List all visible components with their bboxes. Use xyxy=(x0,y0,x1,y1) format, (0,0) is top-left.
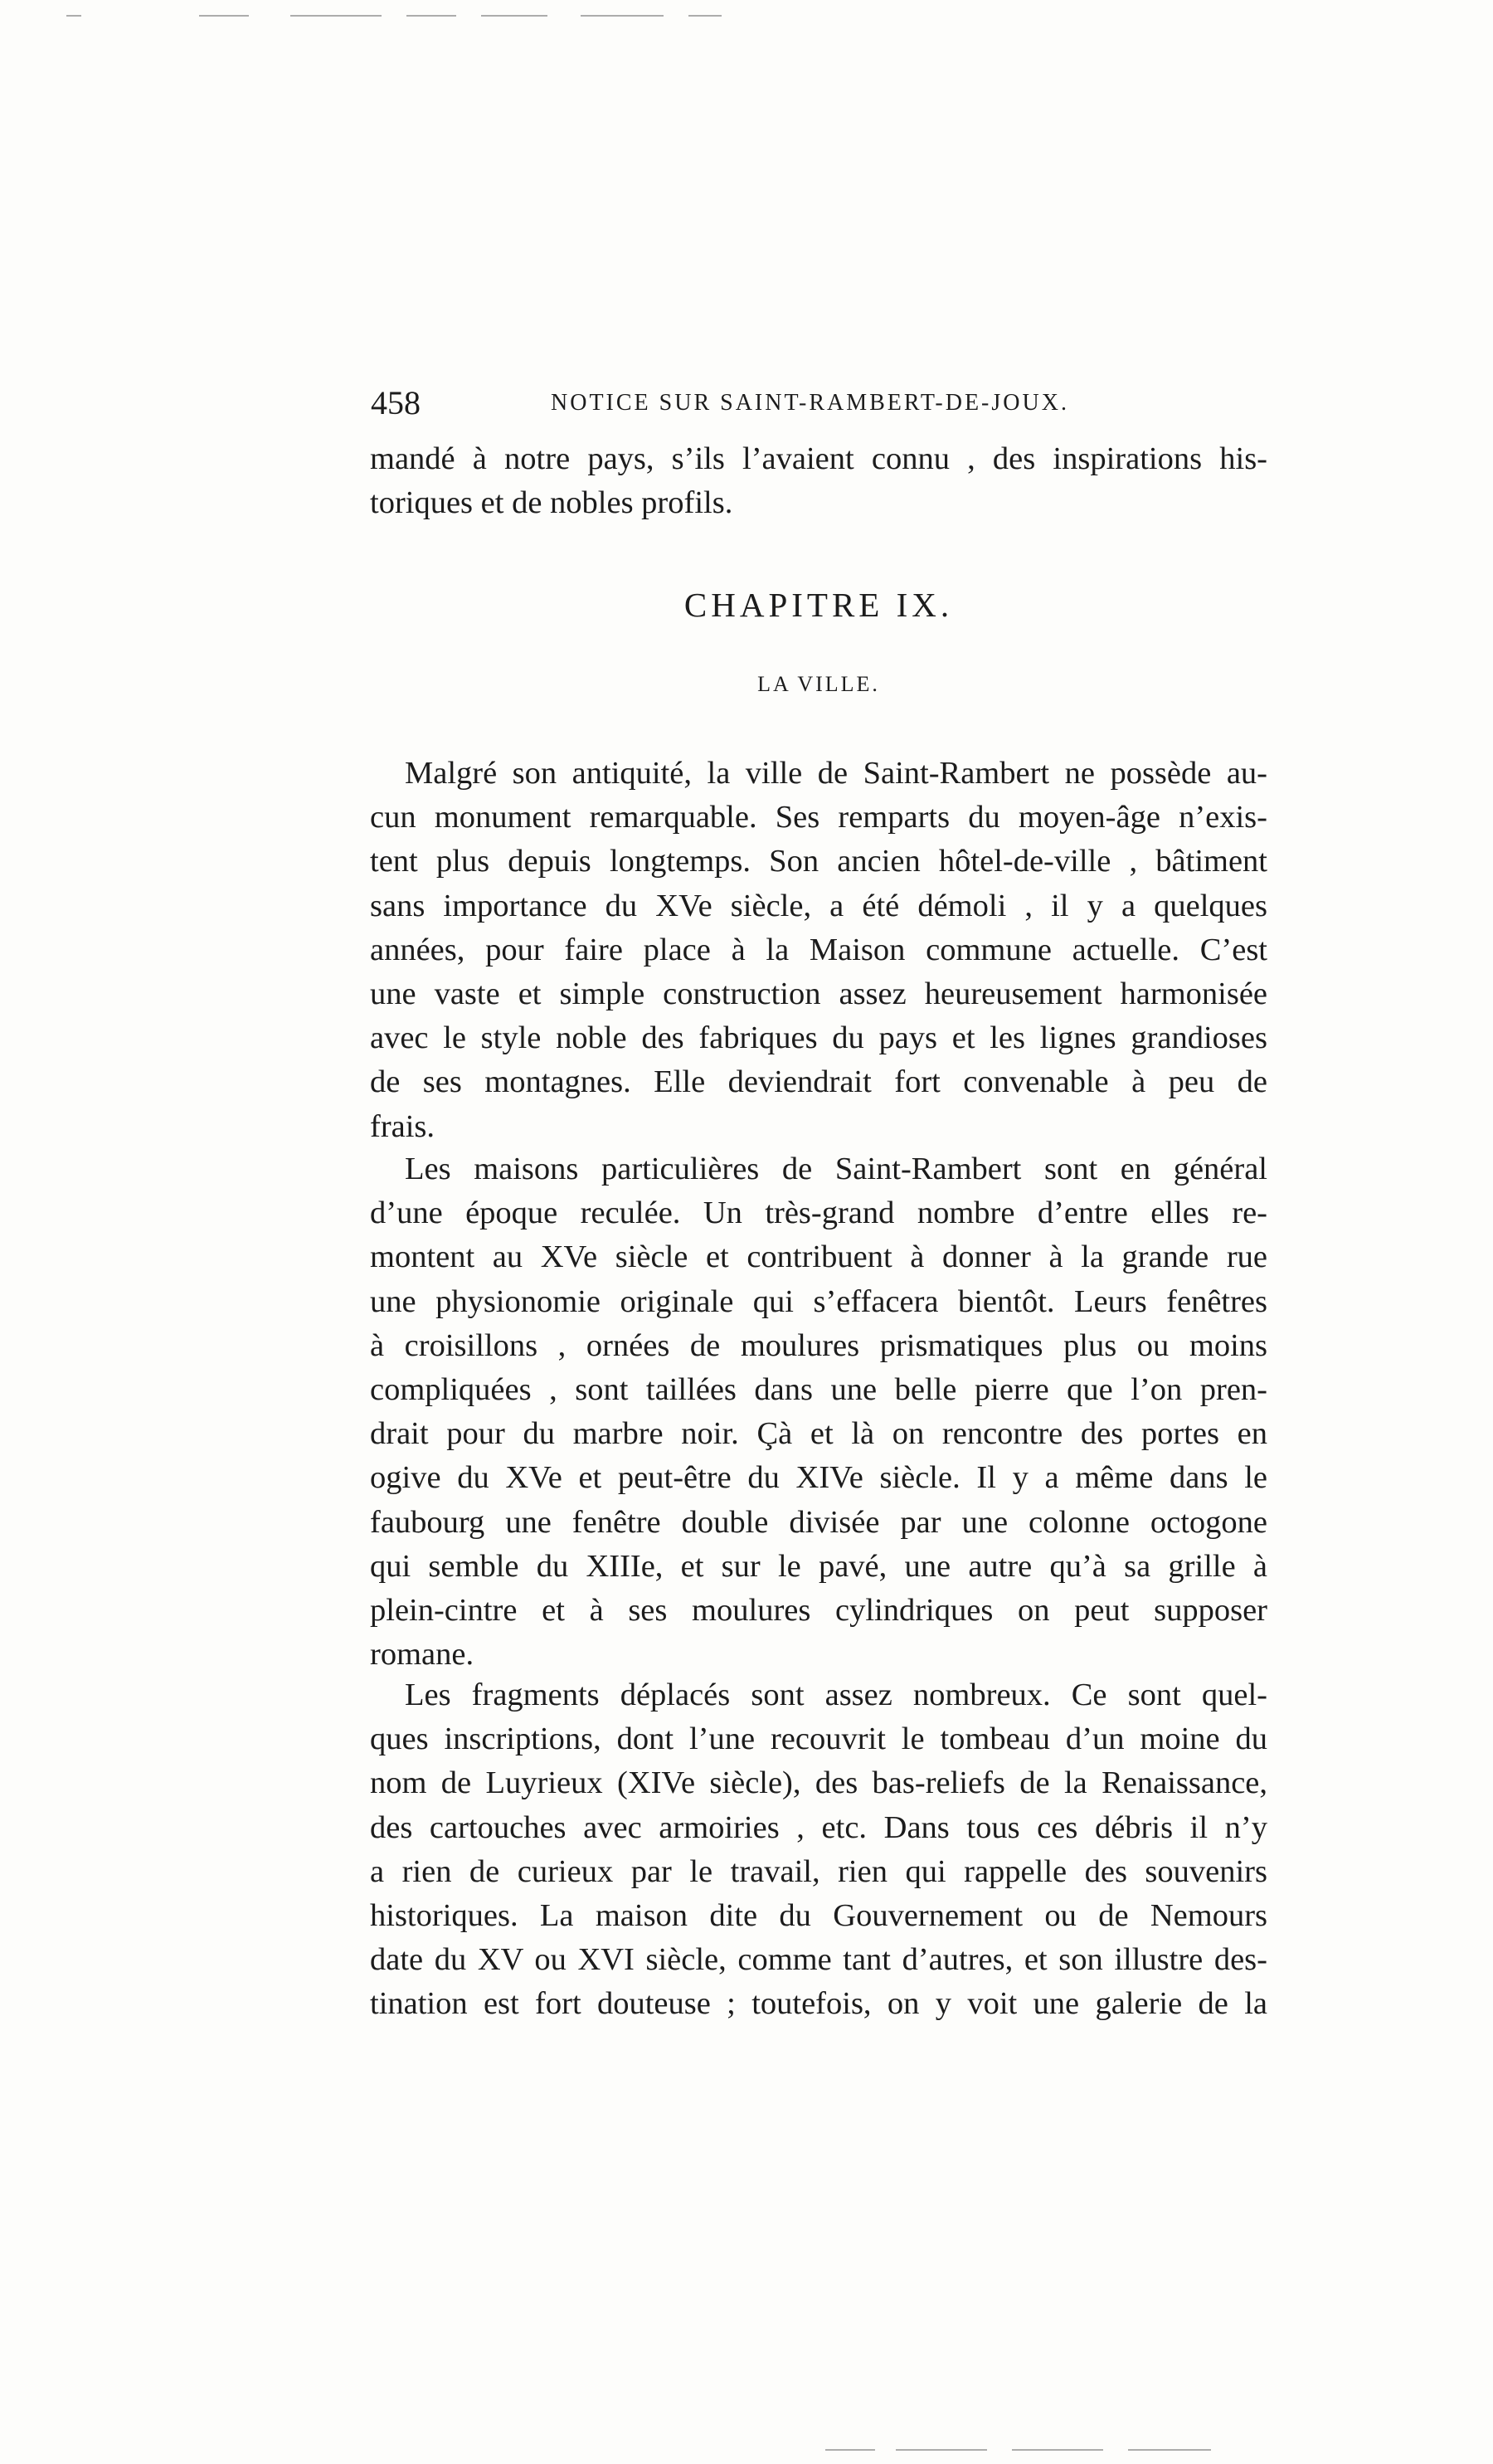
text-line: romane. xyxy=(370,1637,474,1673)
text-line: nom de Luyrieux (XIVe siècle), des bas-reliefs de la Renaissance, xyxy=(370,1765,1267,1801)
paragraph-3 xyxy=(370,1673,1267,2027)
text-line: plein-cintre et à ses moulures cylindriques on peut supposer xyxy=(370,1592,1267,1628)
text-line: cun monument remarquable. Ses remparts du moyen-âge n’exis- xyxy=(370,800,1267,835)
text-line: une physionomie originale qui s’effacera bientôt. Leurs fenêtres xyxy=(370,1283,1267,1319)
text-line: années, pour faire place à la Maison commune actuelle. C’est xyxy=(370,932,1267,967)
scan-artifact-top xyxy=(481,15,547,17)
text-line: tination est fort douteuse ; toutefois, on y voit une galerie de la xyxy=(370,1986,1267,2022)
scan-artifact-top xyxy=(688,15,722,17)
text-line: a rien de curieux par le travail, rien qui rappelle des souvenirs xyxy=(370,1853,1267,1889)
page-number: 458 xyxy=(371,384,421,421)
text-line: avec le style noble des fabriques du pays et les lignes grandioses xyxy=(370,1020,1267,1056)
chapter-title: CHAPITRE IX. xyxy=(683,586,954,624)
text-line: faubourg une fenêtre double divisée par une colonne octogone xyxy=(370,1504,1267,1540)
text-line: de ses montagnes. Elle deviendrait fort convenable à peu de xyxy=(370,1064,1267,1100)
text-line: frais. xyxy=(370,1108,435,1144)
paragraph-2 xyxy=(370,1147,1267,1677)
scan-artifact-top xyxy=(581,15,664,17)
text-line: historiques. La maison dite du Gouvernement ou de Nemours xyxy=(370,1897,1267,1933)
scan-artifact-bottom xyxy=(825,2449,875,2451)
running-head-title: NOTICE SUR SAINT-RAMBERT-DE-JOUX. xyxy=(551,390,1069,416)
text-line: sans importance du XVe siècle, a été démoli , il y a quelques xyxy=(370,888,1267,923)
text-line: compliquées , sont taillées dans une belle pierre que l’on pren- xyxy=(370,1371,1267,1407)
chapter-subtitle: LA VILLE. xyxy=(757,672,880,696)
scan-artifact-bottom xyxy=(1128,2449,1211,2451)
paragraph-1 xyxy=(370,752,1267,1149)
scan-artifact-top xyxy=(406,15,456,17)
text-line: drait pour du marbre noir. Çà et là on rencontre des portes en xyxy=(370,1416,1267,1452)
text-line: des cartouches avec armoiries , etc. Dans tous ces débris il n’y xyxy=(370,1809,1267,1845)
text-line: mandé à notre pays, s’ils l’avaient connu , des inspirations his- xyxy=(370,441,1267,476)
text-line: qui semble du XIIIe, et sur le pavé, une autre qu’à sa grille à xyxy=(370,1548,1267,1584)
scan-artifact-bottom xyxy=(1012,2449,1103,2451)
text-line: ques inscriptions, dont l’une recouvrit le tombeau d’un moine du xyxy=(370,1721,1267,1757)
text-line: ogive du XVe et peut-être du XIVe siècle. Il y a même dans le xyxy=(370,1460,1267,1496)
scan-artifact-top xyxy=(290,15,382,17)
text-line: une vaste et simple construction assez heureusement harmonisée xyxy=(370,976,1267,1011)
text-line: tent plus depuis longtemps. Son ancien hôtel-de-ville , bâtiment xyxy=(370,844,1267,879)
text-line: Malgré son antiquité, la ville de Saint-Rambert ne possède au- xyxy=(405,756,1267,791)
scan-artifact-bottom xyxy=(896,2449,987,2451)
opening-paragraph xyxy=(370,437,1267,525)
text-line: toriques et de nobles profils. xyxy=(370,485,733,521)
text-line: date du XV ou XVI siècle, comme tant d’autres, et son illustre des- xyxy=(370,1942,1267,1978)
text-line: Les maisons particulières de Saint-Rambert sont en général xyxy=(405,1152,1267,1186)
scan-artifact-top xyxy=(66,15,81,17)
scan-artifact-top xyxy=(199,15,249,17)
running-head xyxy=(371,383,1283,433)
text-line: Les fragments déplacés sont assez nombreux. Ce sont quel- xyxy=(405,1678,1267,1712)
text-line: montent au XVe siècle et contribuent à donner à la grande rue xyxy=(370,1239,1267,1275)
text-line: à croisillons , ornées de moulures prismatiques plus ou moins xyxy=(370,1327,1267,1363)
text-line: d’une époque reculée. Un très-grand nombre d’entre elles re- xyxy=(370,1195,1267,1231)
